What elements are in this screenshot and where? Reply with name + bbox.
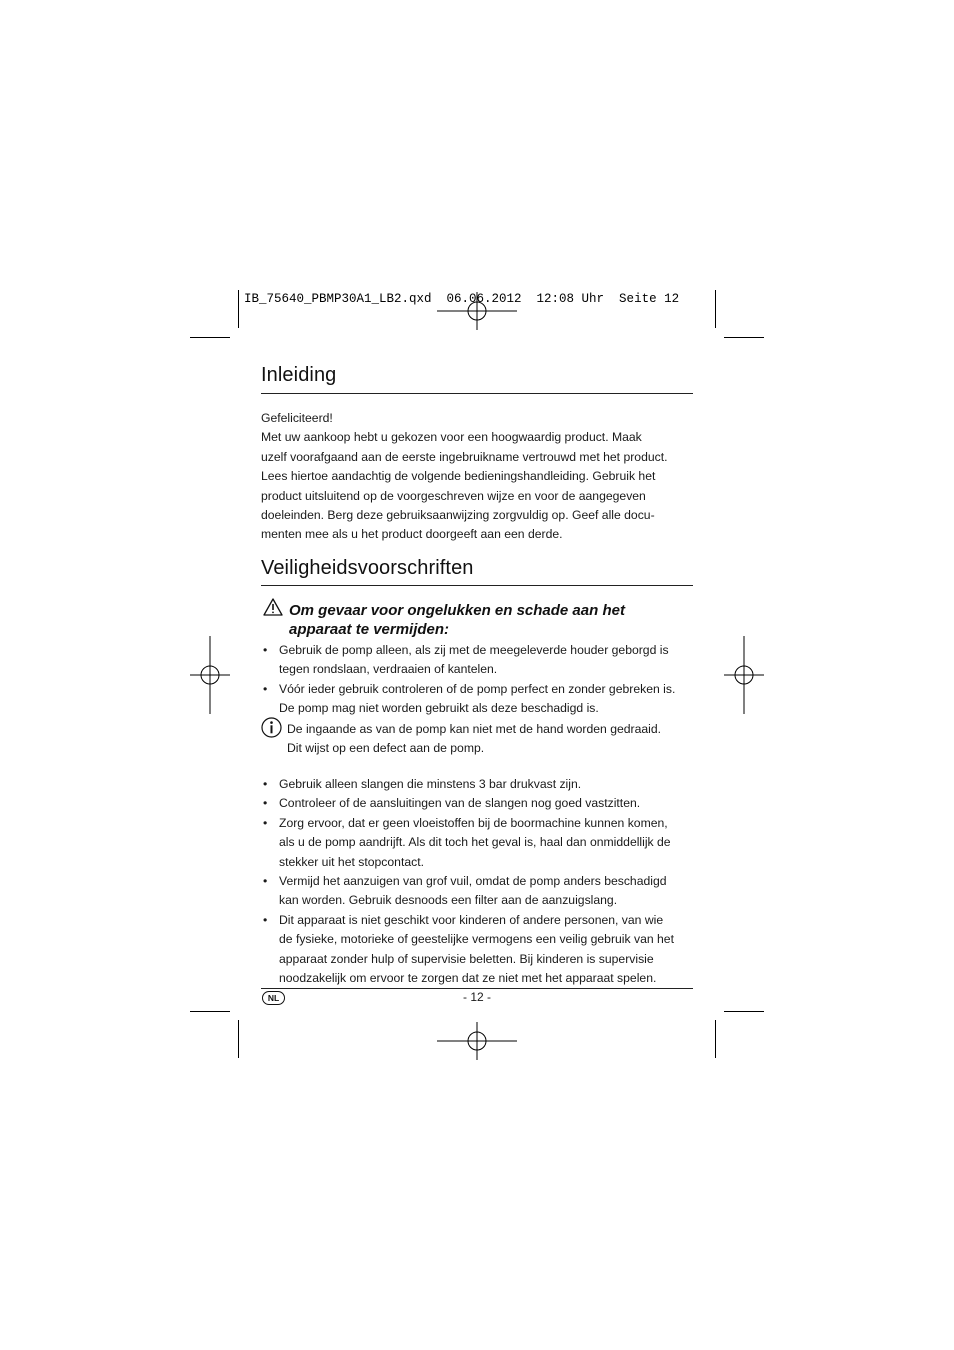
- list-item-line: Vóór ieder gebruik controleren of de pomp perfect en zonder gebreken is.: [279, 681, 676, 696]
- list-item-line: stekker uit het stopcontact.: [279, 854, 424, 869]
- intro-line: uzelf voorafgaand aan de eerste ingebruikname vertrouwd met het product.: [261, 449, 668, 464]
- bullet: •: [263, 777, 268, 791]
- print-slug-line: IB_75640_PBMP30A1_LB2.qxd 06.06.2012 12:08 Uhr Seite 12: [244, 292, 680, 306]
- safety-list-b: [261, 775, 674, 988]
- bullet: •: [263, 796, 268, 811]
- intro-line: menten mee als u het product doorgeeft aan een derde.: [261, 527, 563, 542]
- list-item: [261, 814, 674, 872]
- list-item-line: tegen rondslaan, verdraaien of kantelen.: [279, 662, 498, 677]
- list-item-line: noodzakelijk om ervoor te zorgen dat ze niet met het apparaat spelen.: [279, 971, 657, 986]
- intro-line: Lees hiertoe aandachtig de volgende bedieningshandleiding. Gebruik het: [261, 469, 656, 484]
- intro-line: product uitsluitend op de voorgeschreven wijze en voor de aangegeven: [261, 488, 646, 503]
- list-item: [261, 775, 674, 794]
- list-item: [261, 911, 674, 989]
- intro-heading-rule: [261, 393, 693, 394]
- list-item-line: Zorg ervoor, dat er geen vloeistoffen bij de boormachine kunnen komen,: [279, 815, 668, 830]
- safety-heading: Veiligheidsvoorschriften: [261, 557, 474, 579]
- list-item-line: Dit apparaat is niet geschikt voor kinderen of andere personen, van wie: [279, 912, 664, 927]
- list-item-line: als u de pomp aandrijft. Als dit toch het geval is, haal dan onmiddellijk de: [279, 835, 671, 850]
- language-badge: NL: [262, 991, 285, 1005]
- safety-heading-rule: [261, 585, 693, 586]
- bullet: •: [263, 815, 268, 830]
- list-item-line: apparaat zonder hulp of supervisie beletten. Bij kinderen is supervisie: [279, 951, 654, 966]
- intro-heading: Inleiding: [261, 364, 337, 386]
- list-item-line: Gebruik alleen slangen die minstens 3 bar drukvast zijn.: [279, 777, 582, 791]
- warning-triangle-icon: [263, 598, 283, 616]
- info-note-line: De ingaande as van de pomp kan niet met de hand worden gedraaid.: [287, 722, 662, 736]
- bullet: •: [263, 874, 268, 889]
- list-item-line: De pomp mag niet worden gebruikt als deze beschadigd is.: [279, 701, 599, 716]
- warning-heading: [289, 601, 625, 639]
- safety-list-a: [261, 641, 675, 719]
- info-note: [287, 720, 661, 759]
- bullet: •: [263, 643, 268, 657]
- list-item-line: de fysieke, motorieke of geestelijke vermogens een veilig gebruik van het: [279, 932, 674, 947]
- page-number: - 12 -: [462, 990, 491, 1004]
- intro-line: Met uw aankoop hebt u gekozen voor een hoogwaardig product. Maak: [261, 430, 642, 445]
- footer-rule: [261, 988, 693, 989]
- registration-mark-left: [190, 636, 230, 714]
- info-circle-icon: [261, 717, 282, 738]
- list-item-line: kan worden. Gebruik desnoods een filter aan de aanzuigslang.: [279, 893, 618, 908]
- registration-mark-bottom: [437, 1022, 517, 1060]
- list-item-line: Vermijd het aanzuigen van grof vuil, omdat de pomp anders beschadigd: [279, 874, 667, 889]
- warning-heading-line: Om gevaar voor ongelukken en schade aan het: [289, 602, 625, 619]
- intro-paragraph: [261, 409, 701, 545]
- intro-line: doeleinden. Berg deze gebruiksaanwijzing zorgvuldig op. Geef alle docu-: [261, 508, 655, 523]
- list-item: [261, 794, 674, 813]
- list-item: [261, 641, 675, 680]
- warning-heading-line: apparaat te vermijden:: [289, 621, 450, 638]
- bullet: •: [263, 681, 268, 696]
- list-item: [261, 680, 675, 719]
- list-item-line: Gebruik de pomp alleen, als zij met de meegeleverde houder geborgd is: [279, 643, 669, 657]
- info-note-line: Dit wijst op een defect aan de pomp.: [287, 741, 485, 756]
- list-item: [261, 872, 674, 911]
- bullet: •: [263, 912, 268, 927]
- intro-line: Gefeliciteerd!: [261, 411, 333, 425]
- registration-mark-right: [724, 636, 764, 714]
- list-item-line: Controleer of de aansluitingen van de slangen nog goed vastzitten.: [279, 796, 641, 811]
